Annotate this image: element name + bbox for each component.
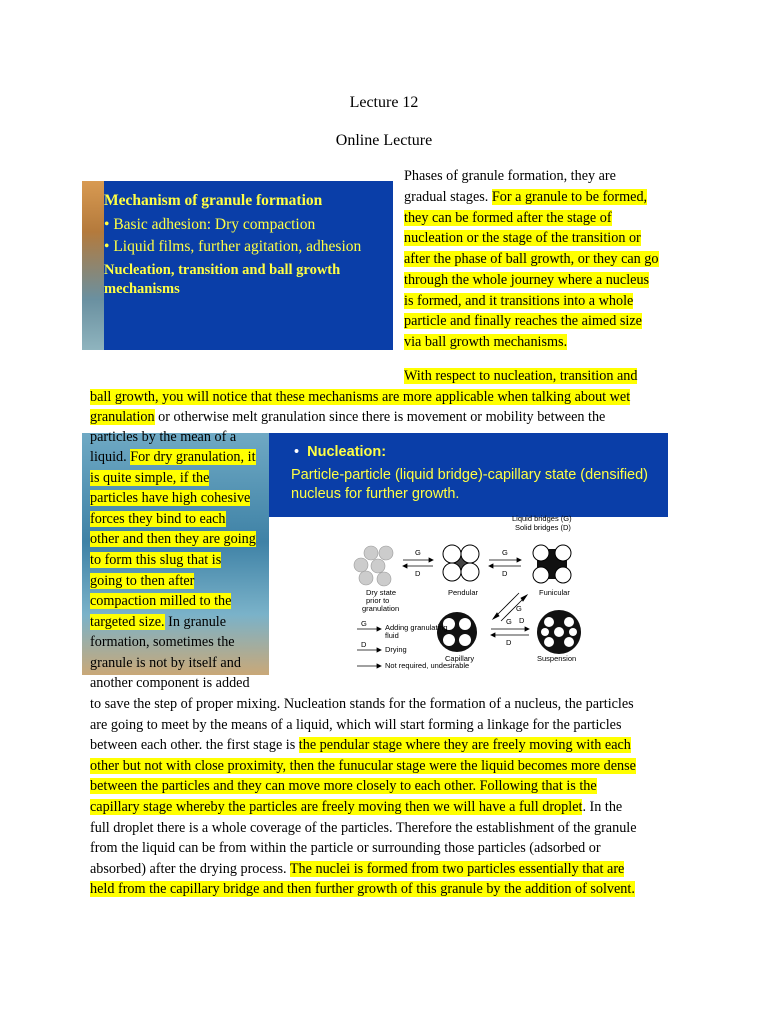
text-line — [90, 776, 597, 796]
granulation-states-diagram — [269, 513, 590, 675]
text-line — [90, 550, 221, 570]
text-line — [404, 270, 649, 290]
text-run: formation, sometimes the — [90, 634, 235, 650]
text-line — [90, 427, 236, 447]
diagram-label: D — [506, 638, 512, 647]
highlighted-text: they can be formed after the stage of — [404, 210, 612, 226]
diagram-label: fluid — [385, 631, 399, 640]
text-line — [90, 653, 241, 673]
diagram-label: Solid bridges (D) — [515, 523, 571, 532]
diagram-label: Drying — [385, 645, 407, 654]
text-line — [90, 529, 256, 549]
text-line — [90, 756, 636, 776]
text-run: to save the step of proper mixing. Nucleation stands for the formation of a nucleus, the particles — [90, 696, 634, 712]
text-run: from the liquid can be from within the particle or surrounding those particles (adsorbed or — [90, 840, 601, 856]
slide-heading-2: Nucleation, transition and ball growth — [104, 262, 341, 278]
text-run: or otherwise melt granulation since there is movement or mobility between the — [154, 409, 606, 425]
highlighted-text: going to then after — [90, 573, 195, 589]
lecture-subtitle: Online Lecture — [335, 132, 433, 149]
text-line — [90, 591, 231, 611]
text-line — [404, 366, 637, 386]
capillary-state — [437, 612, 477, 652]
text-run: In granule — [164, 614, 227, 630]
highlighted-text: granulation — [90, 409, 155, 425]
highlighted-text: between the particles and they can move more closely to each other. Following that is the — [90, 778, 597, 794]
highlighted-text: With respect to nucleation, transition and — [404, 368, 638, 384]
text-line — [90, 818, 637, 838]
text-run: are going to meet by the means of a liquid, which will start forming a linkage for the particles — [90, 717, 622, 733]
text-line — [90, 468, 209, 488]
diagram-label: Pendular — [448, 588, 479, 597]
pendular-state — [443, 545, 479, 581]
suspension-state — [537, 610, 581, 654]
text-line — [90, 387, 630, 407]
diagram-label: Dry state — [366, 588, 397, 597]
highlighted-text: The nuclei is formed from two particles essentially that are — [289, 861, 625, 877]
text-line — [90, 632, 235, 652]
slide-decoration — [82, 181, 104, 350]
highlighted-text: ball growth, you will notice that these mechanisms are more applicable when talking about wet — [90, 389, 631, 405]
arrow-g — [403, 558, 433, 568]
text-line — [404, 228, 641, 248]
diagram-label: G — [415, 548, 421, 557]
slide-heading: Mechanism of granule formation — [104, 192, 323, 209]
funicular-state — [533, 545, 571, 583]
highlighted-text: forces they bind to each — [90, 511, 226, 527]
arrow-g-d — [489, 558, 521, 568]
text-line — [404, 249, 659, 269]
text-line — [90, 407, 605, 427]
text-run: full droplet there is a whole coverage of the particles. Therefore the establishment of the granule — [90, 820, 637, 836]
highlighted-text: For a granule to be formed, — [491, 189, 648, 205]
text-line — [90, 797, 622, 817]
diagram-label: Adding granulating — [385, 623, 448, 632]
highlighted-text: particle and finally reaches the aimed size — [404, 313, 642, 329]
text-line — [404, 332, 567, 352]
text-line — [90, 735, 631, 755]
slide-text: Particle-particle (liquid bridge)-capillary state (densified) — [291, 467, 649, 483]
slide-bullet: • Nucleation: — [294, 444, 387, 460]
slide-text: nucleus for further growth. — [291, 486, 460, 502]
slide-heading-2b: mechanisms — [104, 281, 180, 297]
text-run: Phases of granule formation, they are — [404, 168, 616, 184]
text-line — [404, 208, 612, 228]
text-run: between each other. the first stage is — [90, 737, 299, 753]
highlighted-text: compaction milled to the — [90, 593, 232, 609]
diagram-label: G — [361, 619, 367, 628]
arrow-g-d-2 — [491, 627, 529, 637]
diagram-label: Suspension — [537, 654, 577, 663]
text-line — [90, 488, 250, 508]
highlighted-text: targeted size. — [90, 614, 165, 630]
diagram-label: prior to — [366, 596, 390, 605]
diagram-label: granulation — [362, 604, 400, 613]
text-line — [404, 166, 616, 186]
slide-bullet: • Basic adhesion: Dry compaction — [104, 216, 316, 233]
highlighted-text: is formed, and it transitions into a whole — [404, 293, 634, 309]
text-line — [404, 291, 633, 311]
text-line — [90, 673, 250, 693]
highlighted-text: via ball growth mechanisms. — [404, 334, 568, 350]
highlighted-text: capillary stage whereby the particles are freely moving then we will have a full droplet — [90, 799, 583, 815]
diagram-label: Capillary — [445, 654, 475, 663]
highlighted-text: other and then they are going — [90, 531, 256, 547]
diagram-label: D — [519, 616, 525, 625]
highlighted-text: particles have high cohesive — [90, 490, 251, 506]
highlighted-text: after the phase of ball growth, or they can go — [404, 251, 659, 267]
diagram-label: Not required, undesirable — [385, 661, 470, 670]
diagram-label: G — [516, 604, 522, 613]
text-line — [90, 447, 256, 467]
highlighted-text: For dry granulation, it — [130, 449, 256, 465]
diagram-label: D — [415, 569, 421, 578]
text-run: liquid. — [90, 449, 131, 465]
diagram-label: Liquid bridges (G) — [512, 514, 572, 523]
diagram-label: G — [506, 617, 512, 626]
text-line — [90, 509, 226, 529]
slide-bullet: • Liquid films, further agitation, adhesion — [104, 238, 362, 255]
highlighted-text: other but not with close proximity, then the funucular stage were the liquid becomes more dense — [90, 758, 636, 774]
slide-image-mechanism — [82, 181, 393, 350]
text-line — [90, 612, 226, 632]
text-run: particles by the mean of a — [90, 429, 237, 445]
text-run: another component is added — [90, 675, 250, 691]
text-line — [90, 694, 634, 714]
text-line — [90, 859, 624, 879]
text-line — [90, 571, 194, 591]
diagram-label: Funicular — [539, 588, 570, 597]
diagram-label: D — [502, 569, 508, 578]
text-line — [90, 838, 601, 858]
text-line — [404, 311, 642, 331]
highlighted-text: held from the capillary bridge and then further growth of this granule by the addition of solvent. — [90, 881, 635, 897]
text-run: gradual stages. — [404, 189, 492, 205]
text-line — [90, 715, 621, 735]
text-line — [404, 187, 647, 207]
highlighted-text: to form this slug that is — [90, 552, 222, 568]
text-line — [90, 879, 635, 899]
highlighted-text: through the whole journey where a nucleus — [404, 272, 650, 288]
dry-state-particles — [354, 546, 393, 586]
diagram-label: G — [502, 548, 508, 557]
text-run: . In the — [582, 799, 623, 815]
text-run: absorbed) after the drying process. — [90, 861, 290, 877]
lecture-title: Lecture 12 — [349, 94, 419, 111]
highlighted-text: is quite simple, if the — [90, 470, 210, 486]
text-run: granule is not by itself and — [90, 655, 241, 671]
highlighted-text: the pendular stage where they are freely moving with each — [298, 737, 631, 753]
diagram-label: D — [361, 640, 367, 649]
highlighted-text: nucleation or the stage of the transition or — [404, 230, 641, 246]
